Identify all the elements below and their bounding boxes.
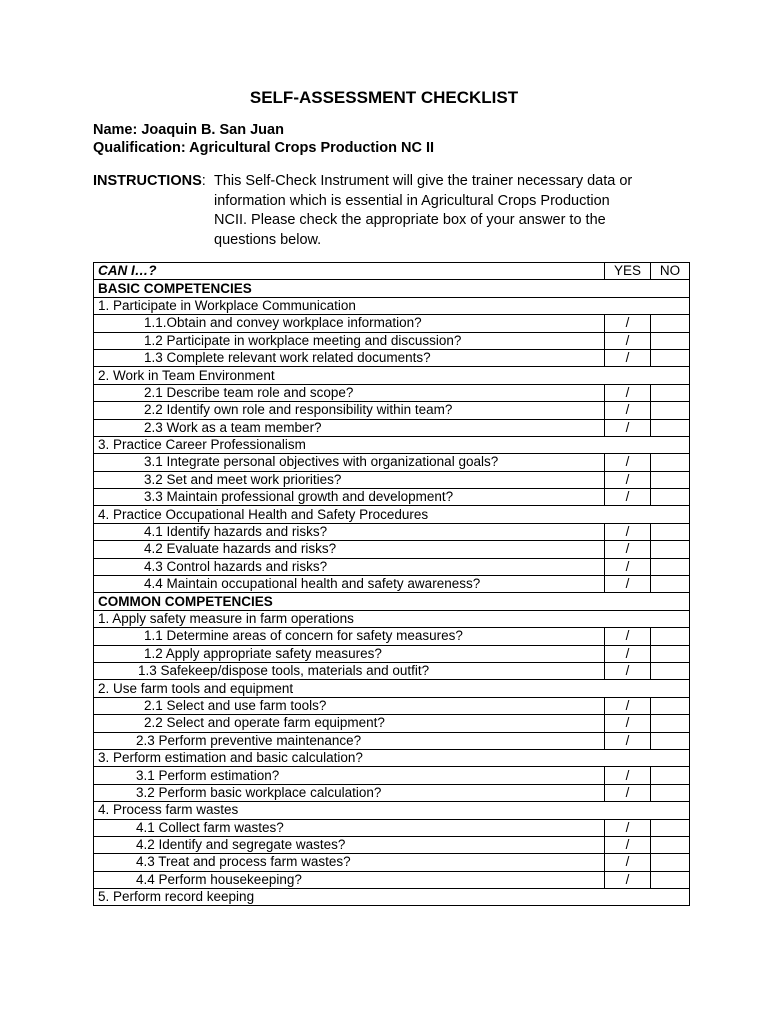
table-row xyxy=(94,697,690,714)
table-row xyxy=(94,315,690,332)
yes-check-cell[interactable]: / xyxy=(605,628,651,645)
page-title: SELF-ASSESSMENT CHECKLIST xyxy=(249,88,519,107)
table-row xyxy=(94,384,690,401)
no-check-cell[interactable] xyxy=(651,628,690,645)
yes-check-cell[interactable]: / xyxy=(605,697,651,714)
group-row xyxy=(94,506,690,523)
competency-item: 4.4 Perform housekeeping? xyxy=(94,871,605,888)
table-row xyxy=(94,836,690,853)
competency-item: 2.3 Work as a team member? xyxy=(94,419,605,436)
table-row xyxy=(94,489,690,506)
table-row xyxy=(94,871,690,888)
table-row xyxy=(94,541,690,558)
yes-check-cell[interactable]: / xyxy=(605,419,651,436)
table-row xyxy=(94,454,690,471)
yes-check-cell[interactable]: / xyxy=(605,454,651,471)
section-heading: COMMON COMPETENCIES xyxy=(94,593,690,610)
yes-check-cell[interactable]: / xyxy=(605,645,651,662)
competency-group: 3. Perform estimation and basic calculation? xyxy=(94,749,690,766)
instructions-line: information which is essential in Agricultural Crops Production xyxy=(214,192,610,209)
no-check-cell[interactable] xyxy=(651,489,690,506)
yes-check-cell[interactable]: / xyxy=(605,819,651,836)
section-row xyxy=(94,593,690,610)
competency-item: 4.3 Control hazards and risks? xyxy=(94,558,605,575)
no-check-cell[interactable] xyxy=(651,315,690,332)
yes-check-cell[interactable]: / xyxy=(605,332,651,349)
yes-check-cell[interactable]: / xyxy=(605,836,651,853)
competency-item: 4.4 Maintain occupational health and safety awareness? xyxy=(94,576,605,593)
group-row xyxy=(94,802,690,819)
group-row xyxy=(94,297,690,314)
qualification-line: Qualification: Agricultural Crops Production NC II xyxy=(93,140,435,156)
table-row xyxy=(94,419,690,436)
yes-check-cell[interactable]: / xyxy=(605,402,651,419)
yes-check-cell[interactable]: / xyxy=(605,767,651,784)
instructions-line: This Self-Check Instrument will give the trainer necessary data or xyxy=(214,173,633,189)
no-check-cell[interactable] xyxy=(651,784,690,801)
competency-group: 1. Participate in Workplace Communication xyxy=(94,297,690,314)
competency-group: 2. Work in Team Environment xyxy=(94,367,690,384)
competency-item: 2.1 Describe team role and scope? xyxy=(94,384,605,401)
header-yes: YES xyxy=(605,263,651,280)
group-row xyxy=(94,749,690,766)
table-row xyxy=(94,854,690,871)
table-header-row xyxy=(94,263,690,280)
no-check-cell[interactable] xyxy=(651,836,690,853)
no-check-cell[interactable] xyxy=(651,384,690,401)
table-row xyxy=(94,471,690,488)
no-check-cell[interactable] xyxy=(651,662,690,679)
table-row xyxy=(94,645,690,662)
section-row xyxy=(94,280,690,297)
no-check-cell[interactable] xyxy=(651,767,690,784)
yes-check-cell[interactable]: / xyxy=(605,315,651,332)
table-row xyxy=(94,523,690,540)
competency-item: 1.2 Participate in workplace meeting and discussion? xyxy=(94,332,605,349)
competency-item: 3.1 Perform estimation? xyxy=(94,767,605,784)
no-check-cell[interactable] xyxy=(651,732,690,749)
competency-item: 4.1 Collect farm wastes? xyxy=(94,819,605,836)
competency-item: 2.1 Select and use farm tools? xyxy=(94,697,605,714)
group-row xyxy=(94,436,690,453)
yes-check-cell[interactable]: / xyxy=(605,349,651,366)
no-check-cell[interactable] xyxy=(651,871,690,888)
competency-group: 5. Perform record keeping xyxy=(94,889,690,906)
instructions-line: NCII. Please check the appropriate box of your answer to the xyxy=(214,212,606,228)
yes-check-cell[interactable]: / xyxy=(605,471,651,488)
yes-check-cell[interactable]: / xyxy=(605,662,651,679)
competency-item: 2.2 Select and operate farm equipment? xyxy=(94,715,605,732)
yes-check-cell[interactable]: / xyxy=(605,854,651,871)
competency-item: 3.2 Perform basic workplace calculation? xyxy=(94,784,605,801)
instructions-label-wrap xyxy=(93,172,206,192)
table-row xyxy=(94,784,690,801)
competency-group: 4. Practice Occupational Health and Safety Procedures xyxy=(94,506,690,523)
yes-check-cell[interactable]: / xyxy=(605,784,651,801)
competency-group: 2. Use farm tools and equipment xyxy=(94,680,690,697)
no-check-cell[interactable] xyxy=(651,645,690,662)
no-check-cell[interactable] xyxy=(651,332,690,349)
group-row xyxy=(94,889,690,906)
table-row xyxy=(94,662,690,679)
no-check-cell[interactable] xyxy=(651,349,690,366)
no-check-cell[interactable] xyxy=(651,854,690,871)
competency-item: 3.1 Integrate personal objectives with organizational goals? xyxy=(94,454,605,471)
instructions-line: questions below. xyxy=(214,231,322,248)
table-row xyxy=(94,732,690,749)
table-row xyxy=(94,332,690,349)
yes-check-cell[interactable]: / xyxy=(605,541,651,558)
group-row xyxy=(94,610,690,627)
table-row xyxy=(94,558,690,575)
competency-group: 3. Practice Career Professionalism xyxy=(94,436,690,453)
no-check-cell[interactable] xyxy=(651,819,690,836)
competency-item: 1.2 Apply appropriate safety measures? xyxy=(94,645,605,662)
competency-item: 1.3 Complete relevant work related documents? xyxy=(94,349,605,366)
table-row xyxy=(94,349,690,366)
no-check-cell[interactable] xyxy=(651,454,690,471)
yes-check-cell[interactable]: / xyxy=(605,384,651,401)
competency-item: 1.1 Determine areas of concern for safety measures? xyxy=(94,628,605,645)
competency-item: 2.2 Identify own role and responsibility within team? xyxy=(94,402,605,419)
group-row xyxy=(94,680,690,697)
instructions-label: INSTRUCTIONS xyxy=(93,173,202,189)
competency-item: 4.3 Treat and process farm wastes? xyxy=(94,854,605,871)
name-line: Name: Joaquin B. San Juan xyxy=(93,122,284,138)
group-row xyxy=(94,367,690,384)
header-can: CAN I…? xyxy=(94,263,605,280)
competency-item: 3.2 Set and meet work priorities? xyxy=(94,471,605,488)
competency-item: 4.1 Identify hazards and risks? xyxy=(94,523,605,540)
competency-item: 1.1.Obtain and convey workplace information? xyxy=(94,315,605,332)
table-row xyxy=(94,715,690,732)
competency-group: 1. Apply safety measure in farm operations xyxy=(94,610,690,627)
yes-check-cell[interactable]: / xyxy=(605,732,651,749)
table-row xyxy=(94,576,690,593)
instructions-text xyxy=(214,172,684,250)
competency-item: 2.3 Perform preventive maintenance? xyxy=(94,732,605,749)
table-row xyxy=(94,402,690,419)
table-row xyxy=(94,819,690,836)
checklist-table xyxy=(93,262,690,906)
yes-check-cell[interactable]: / xyxy=(605,489,651,506)
yes-check-cell[interactable]: / xyxy=(605,576,651,593)
instructions-colon: : xyxy=(201,173,206,189)
no-check-cell[interactable] xyxy=(651,541,690,558)
header-no: NO xyxy=(651,263,690,280)
no-check-cell[interactable] xyxy=(651,419,690,436)
no-check-cell[interactable] xyxy=(651,558,690,575)
competency-item: 4.2 Evaluate hazards and risks? xyxy=(94,541,605,558)
no-check-cell[interactable] xyxy=(651,523,690,540)
yes-check-cell[interactable]: / xyxy=(605,715,651,732)
yes-check-cell[interactable]: / xyxy=(605,871,651,888)
table-row xyxy=(94,767,690,784)
table-row xyxy=(94,628,690,645)
no-check-cell[interactable] xyxy=(651,715,690,732)
section-heading: BASIC COMPETENCIES xyxy=(94,280,690,297)
yes-check-cell[interactable]: / xyxy=(605,558,651,575)
yes-check-cell[interactable]: / xyxy=(605,523,651,540)
no-check-cell[interactable] xyxy=(651,471,690,488)
no-check-cell[interactable] xyxy=(651,402,690,419)
no-check-cell[interactable] xyxy=(651,576,690,593)
competency-item: 3.3 Maintain professional growth and development? xyxy=(94,489,605,506)
competency-item: 1.3 Safekeep/dispose tools, materials and outfit? xyxy=(94,662,605,679)
competency-group: 4. Process farm wastes xyxy=(94,802,690,819)
competency-item: 4.2 Identify and segregate wastes? xyxy=(94,836,605,853)
no-check-cell[interactable] xyxy=(651,697,690,714)
